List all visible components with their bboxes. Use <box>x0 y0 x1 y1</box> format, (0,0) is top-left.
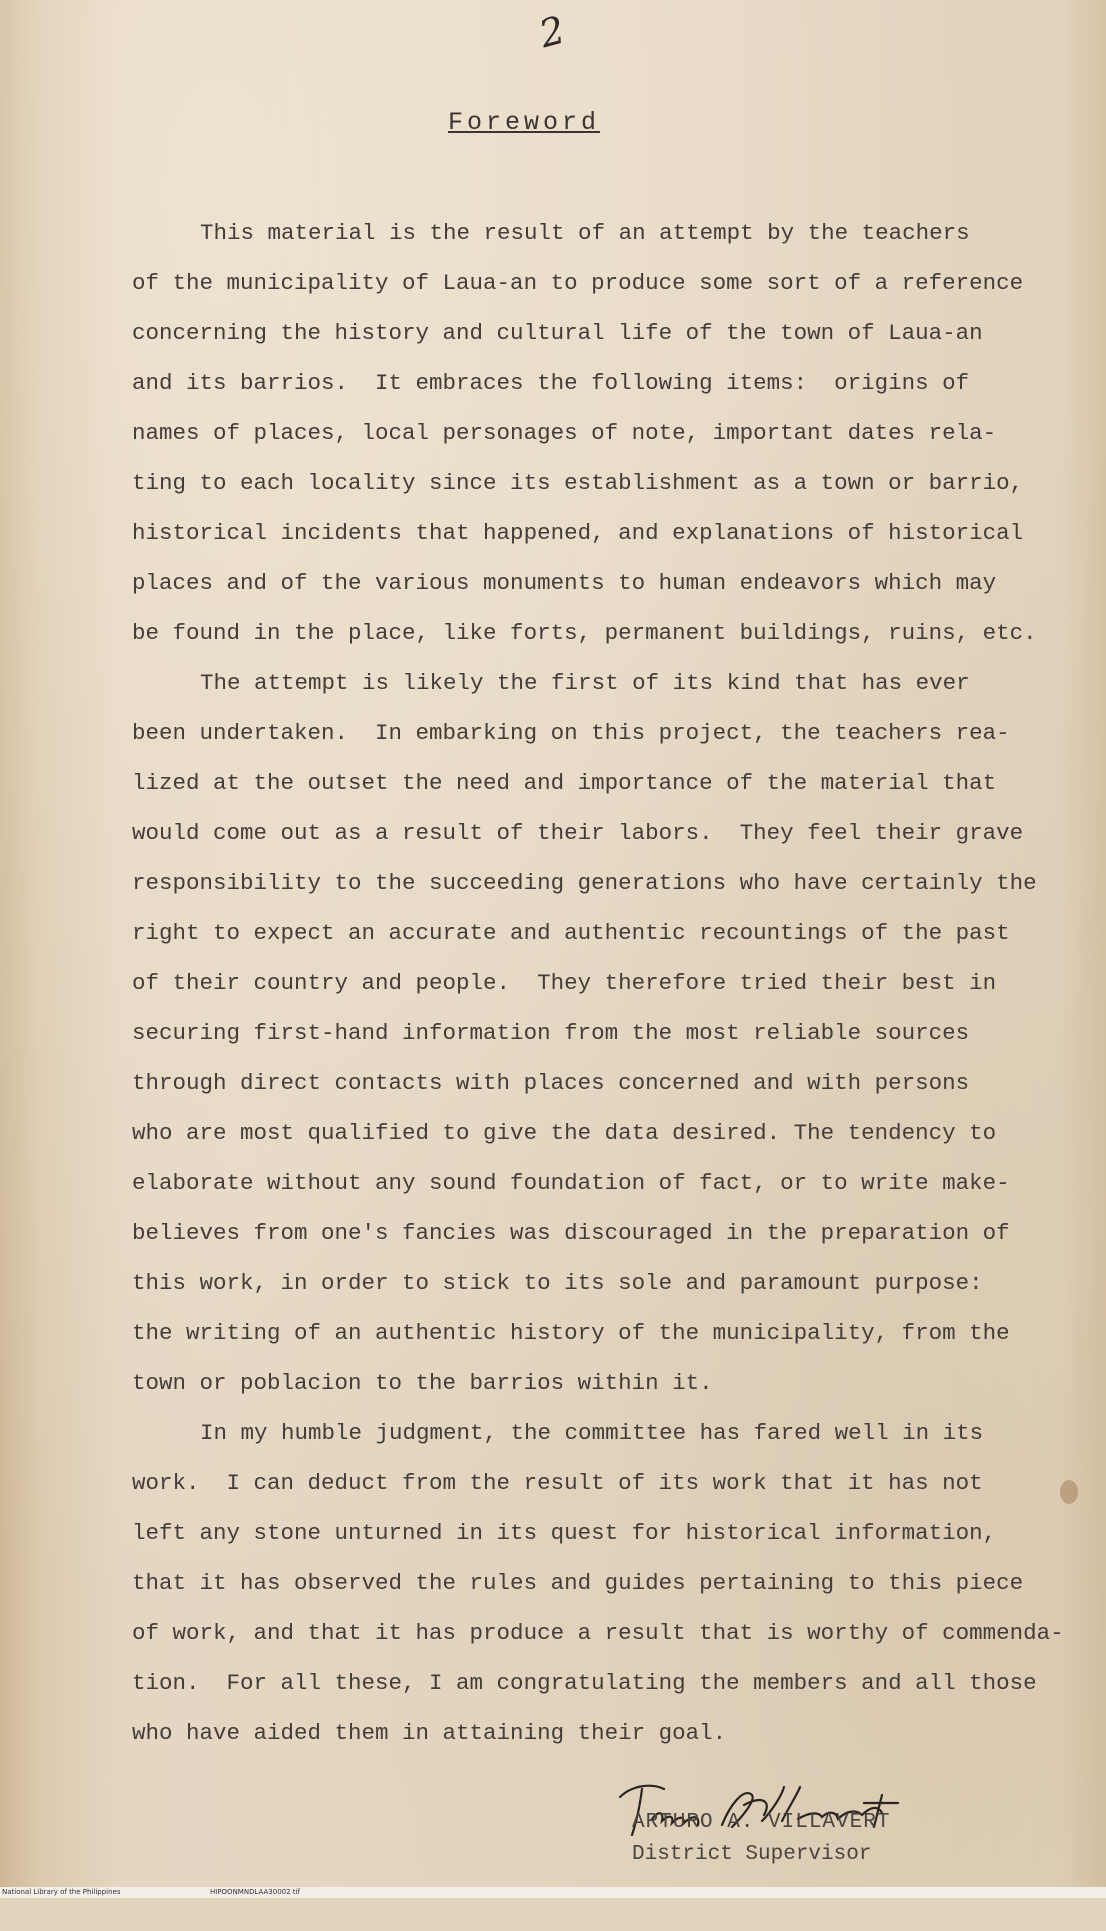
text-line: lized at the outset the need and importance of the material that <box>132 770 997 796</box>
scan-footer <box>0 1887 1106 1898</box>
text-line: been undertaken. In embarking on this project, the teachers rea- <box>132 720 1010 746</box>
text-line: names of places, local personages of note, important dates rela- <box>132 420 997 446</box>
text-line: of the municipality of Laua-an to produce some sort of a reference <box>132 270 1024 296</box>
text-line: right to expect an accurate and authentic recountings of the past <box>132 920 1010 946</box>
page-number: 2 <box>534 7 570 57</box>
paragraph-2 <box>132 658 1037 1408</box>
text-line: of their country and people. They therefore tried their best in <box>132 970 997 996</box>
text-line: and its barrios. It embraces the following items: origins of <box>132 370 970 396</box>
text-line: work. I can deduct from the result of its work that it has not <box>132 1470 983 1496</box>
text-line: elaborate without any sound foundation of fact, or to write make- <box>132 1170 1010 1196</box>
text-line: town or poblacion to the barrios within it. <box>132 1370 713 1396</box>
text-line: tion. For all these, I am congratulating the members and all those <box>132 1670 1037 1696</box>
signatory-title: District Supervisor <box>632 1843 872 1866</box>
paragraph-1 <box>132 208 1037 658</box>
text-line: who are most qualified to give the data desired. The tendency to <box>132 1120 997 1146</box>
page-title: Foreword <box>448 108 601 137</box>
text-line: who have aided them in attaining their goal. <box>132 1720 727 1746</box>
text-line: concerning the history and cultural life of the town of Laua-an <box>132 320 983 346</box>
footer-source: National Library of the Philippines <box>2 1888 121 1896</box>
text-line: This material is the result of an attempt by the teachers <box>200 220 970 246</box>
text-line: be found in the place, like forts, permanent buildings, ruins, etc. <box>132 620 1037 646</box>
document-body <box>132 208 1064 1758</box>
text-line: The attempt is likely the first of its kind that has ever <box>200 670 970 696</box>
paper-stain <box>1060 1480 1078 1504</box>
text-line: of work, and that it has produce a result that is worthy of commenda- <box>132 1620 1064 1646</box>
text-line: through direct contacts with places concerned and with persons <box>132 1070 970 1096</box>
text-line: historical incidents that happened, and explanations of historical <box>132 520 1024 546</box>
footer-file-id: HIPOONMNDLAA30002 tif <box>210 1888 300 1896</box>
text-line: In my humble judgment, the committee has fared well in its <box>200 1420 984 1446</box>
text-line: the writing of an authentic history of the municipality, from the <box>132 1320 1010 1346</box>
text-line: responsibility to the succeeding generations who have certainly the <box>132 870 1037 896</box>
text-line: securing first-hand information from the most reliable sources <box>132 1020 970 1046</box>
text-line: ting to each locality since its establishment as a town or barrio, <box>132 470 1024 496</box>
text-line: believes from one's fancies was discouraged in the preparation of <box>132 1220 1010 1246</box>
text-line: this work, in order to stick to its sole and paramount purpose: <box>132 1270 983 1296</box>
text-line: that it has observed the rules and guides pertaining to this piece <box>132 1570 1024 1596</box>
text-line: places and of the various monuments to human endeavors which may <box>132 570 997 596</box>
paragraph-3 <box>132 1408 1064 1758</box>
text-line: would come out as a result of their labors. They feel their grave <box>132 820 1024 846</box>
text-line: left any stone unturned in its quest for historical information, <box>132 1520 997 1546</box>
signatory-name: ARTURO A. VILLAVERT <box>632 1811 891 1834</box>
